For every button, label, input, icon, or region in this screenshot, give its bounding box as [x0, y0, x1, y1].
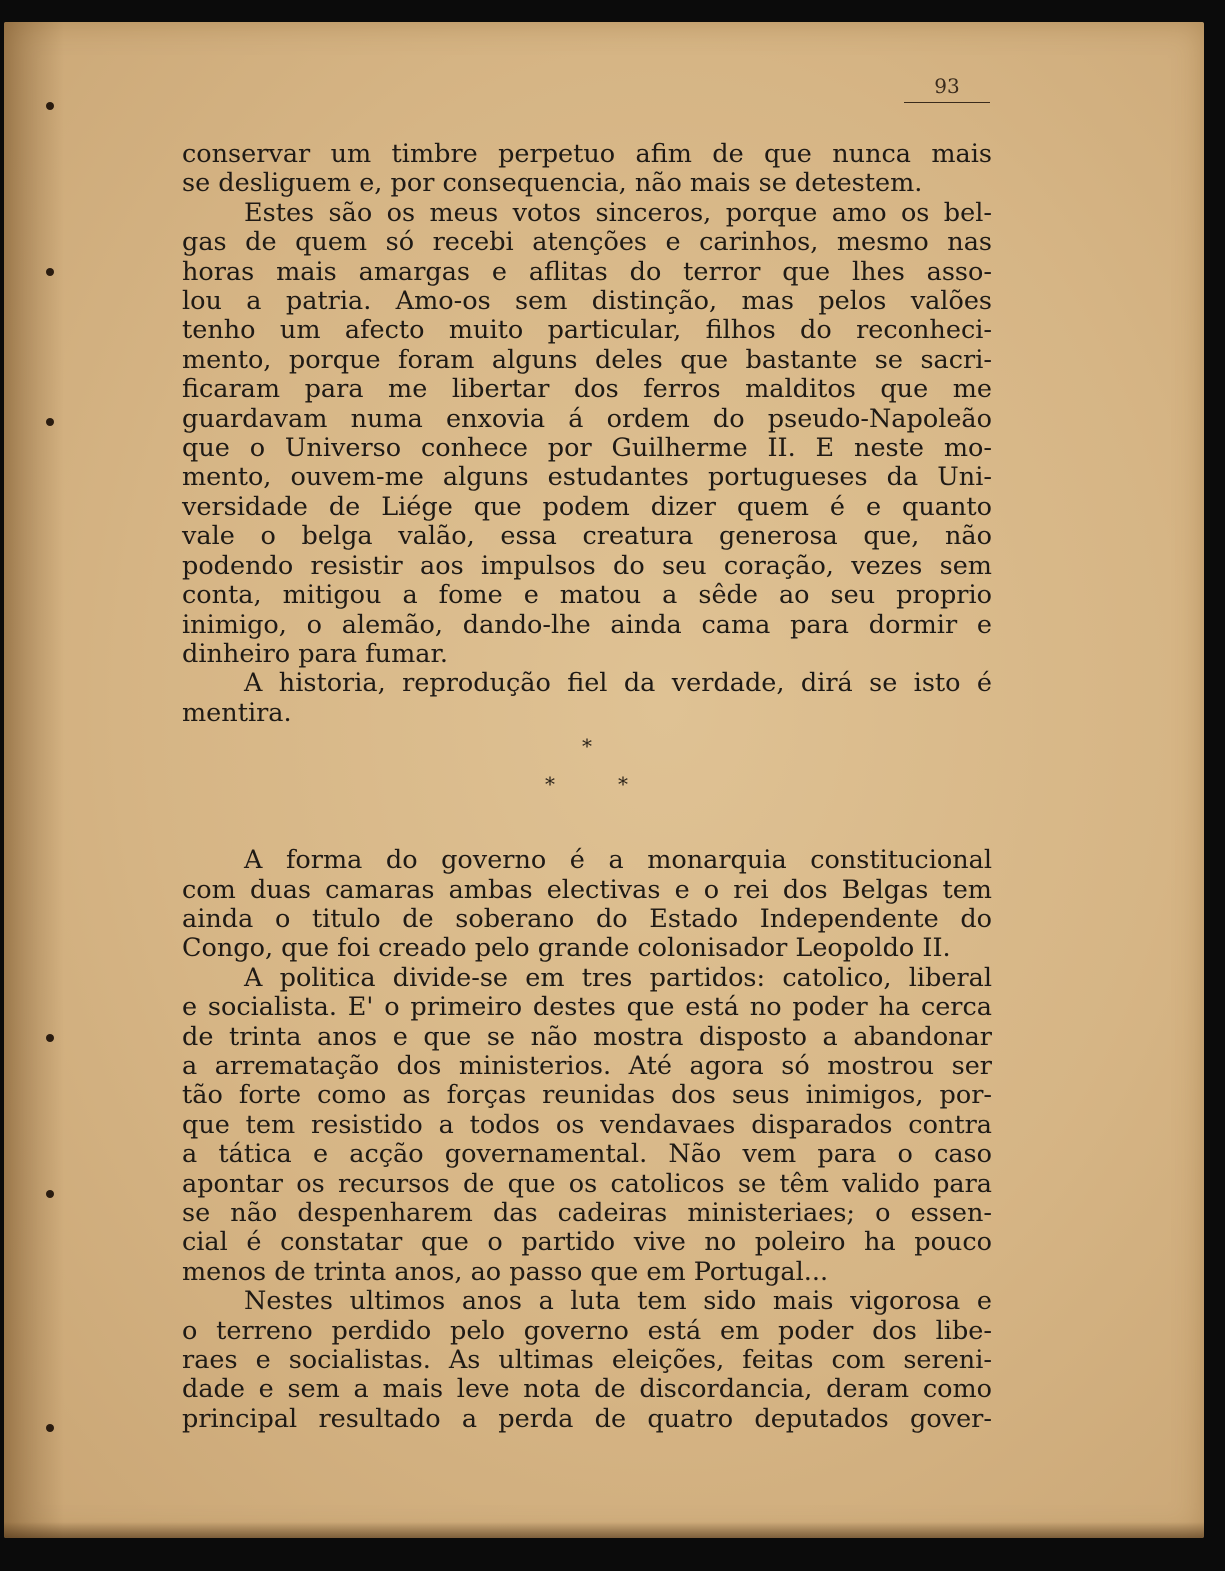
- text-line: dade e sem a mais leve nota de discordancia, deram como: [182, 1374, 992, 1405]
- text-line: tão forte como as forças reunidas dos seus inimigos, por-: [182, 1080, 992, 1111]
- text-line: lou a patria. Amo-os sem distinção, mas pelos valões: [182, 286, 992, 317]
- text-line: gas de quem só recebi atenções e carinhos, mesmo nas: [182, 227, 992, 258]
- paragraph: [182, 964, 992, 1287]
- text-line: Nestes ultimos anos a luta tem sido mais vigorosa e: [244, 1286, 992, 1317]
- text-line: podendo resistir aos impulsos do seu coração, vezes sem: [182, 550, 992, 581]
- text-line: o terreno perdido pelo governo está em poder dos libe-: [182, 1315, 992, 1346]
- text-line: a tática e acção governamental. Não vem para o caso: [182, 1139, 992, 1170]
- binding-stitch: [46, 1190, 54, 1198]
- paragraph: [182, 669, 992, 728]
- text-line: conta, mitigou a fome e matou a sêde ao seu proprio: [182, 580, 992, 611]
- binding-stitch: [46, 1424, 54, 1432]
- separator-asterisk: *: [545, 772, 555, 797]
- paragraph-continued: [182, 140, 992, 199]
- text-line: A forma do governo é a monarquia constitucional: [244, 845, 992, 876]
- paragraph: [182, 1287, 992, 1434]
- text-line: versidade de Liége que podem dizer quem é e quanto: [182, 491, 992, 522]
- text-line: cial é constatar que o partido vive no poleiro ha pouco: [182, 1227, 992, 1258]
- text-line: mento, porque foram alguns deles que bastante se sacri-: [182, 344, 992, 375]
- paragraph: [182, 846, 992, 964]
- text-line: a arrematação dos ministerios. Até agora só mostrou ser: [182, 1050, 992, 1081]
- text-line: raes e socialistas. As ultimas eleições, feitas com sereni-: [182, 1345, 992, 1376]
- text-line: mento, ouvem-me alguns estudantes portugueses da Uni-: [182, 462, 992, 493]
- text-line: ainda o titulo de soberano do Estado Independente do: [182, 903, 992, 934]
- text-line: se desliguem e, por consequencia, não mais se detestem.: [182, 168, 923, 199]
- paragraph: [182, 199, 992, 670]
- text-line: que o Universo conhece por Guilherme II. E neste mo-: [182, 433, 992, 464]
- text-line: se não despenharem das cadeiras ministeriaes; o essen-: [182, 1198, 992, 1228]
- text-line: ficaram para me libertar dos ferros malditos que me: [182, 374, 992, 405]
- section-separator: [182, 728, 992, 846]
- text-line: horas mais amargas e aflitas do terror que lhes asso-: [182, 256, 992, 287]
- page-edge-shadow: [4, 1522, 1204, 1538]
- text-line: mentira.: [182, 697, 292, 728]
- text-line: tenho um afecto muito particular, filhos do reconheci-: [182, 315, 992, 346]
- binding-stitch: [46, 1034, 54, 1042]
- text-line: conservar um timbre perpetuo afim de que nunca mais: [182, 139, 992, 169]
- binding-gutter: [4, 22, 64, 1538]
- text-line: dinheiro para fumar.: [182, 638, 448, 669]
- text-line: A historia, reprodução fiel da verdade, dirá se isto é: [244, 668, 992, 699]
- text-line: inimigo, o alemão, dando-lhe ainda cama para dormir e: [182, 609, 992, 640]
- binding-stitch: [46, 268, 54, 276]
- separator-asterisk: *: [618, 772, 628, 797]
- text-line: Estes são os meus votos sinceros, porque amo os bel-: [244, 197, 992, 228]
- separator-asterisk: *: [582, 734, 592, 759]
- text-line: que tem resistido a todos os vendavaes disparados contra: [182, 1109, 992, 1140]
- text-line: vale o belga valão, essa creatura generosa que, não: [182, 521, 992, 552]
- text-line: com duas camaras ambas electivas e o rei dos Belgas tem: [182, 874, 992, 905]
- binding-stitch: [46, 418, 54, 426]
- text-line: Congo, que foi creado pelo grande colonisador Leopoldo II.: [182, 933, 951, 964]
- book-page: [4, 22, 1204, 1538]
- binding-stitch: [46, 102, 54, 110]
- page-number: 93: [904, 74, 990, 103]
- body-text: [182, 140, 992, 1434]
- text-line: apontar os recursos de que os catolicos se têm valido para: [182, 1168, 992, 1199]
- text-line: principal resultado a perda de quatro deputados gover-: [182, 1403, 992, 1434]
- text-line: A politica divide-se em tres partidos: catolico, liberal: [244, 962, 992, 993]
- text-line: e socialista. E' o primeiro destes que está no poder ha cerca: [182, 992, 992, 1023]
- text-line: de trinta anos e que se não mostra disposto a abandonar: [182, 1021, 992, 1052]
- text-line: menos de trinta anos, ao passo que em Portugal...: [182, 1256, 829, 1287]
- text-line: guardavam numa enxovia á ordem do pseudo-Napoleão: [182, 403, 992, 434]
